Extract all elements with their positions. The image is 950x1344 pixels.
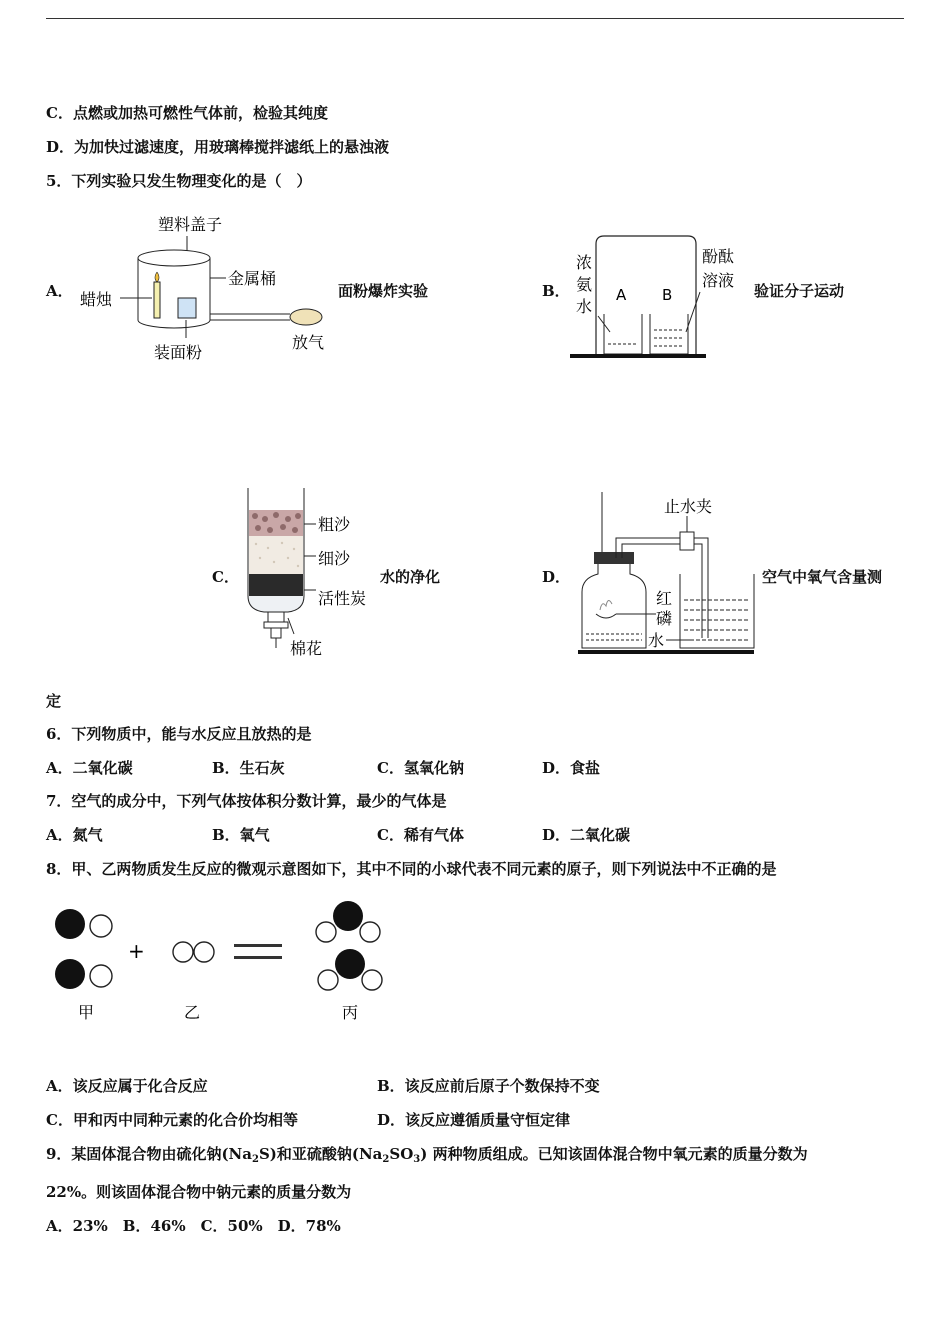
label-ammonia-2: 氨 bbox=[576, 275, 593, 294]
question-8: 8．甲、乙两物质发生反应的微观示意图如下，其中不同的小球代表不同元素的原子，则下列说法中不正确的是 bbox=[46, 860, 777, 878]
q9-sub-3: 3 bbox=[413, 1154, 421, 1165]
option-c-line: C．点燃或加热可燃性气体前，检验其纯度 bbox=[46, 104, 328, 122]
label-beaker-a: A bbox=[616, 286, 627, 304]
plus-sign: + bbox=[128, 939, 145, 963]
label-clamp: 止水夹 bbox=[664, 497, 713, 516]
q5-option-d-caption: 空气中氧气含量测 bbox=[762, 568, 883, 586]
question-9 bbox=[46, 1144, 808, 1170]
q8-option-a: A．该反应属于化合反应 bbox=[46, 1077, 208, 1095]
label-phenol-1: 酚酞 bbox=[702, 247, 735, 266]
label-ammonia-1: 浓 bbox=[576, 253, 593, 272]
q9-text-2: S)和亚硫酸钠(Na bbox=[258, 1145, 383, 1163]
option-d-line: D．为加快过滤速度，用玻璃棒搅拌滤纸上的悬浊液 bbox=[46, 138, 390, 156]
q6-option-b: B．生石灰 bbox=[212, 759, 285, 777]
label-lid: 塑料盖子 bbox=[158, 215, 223, 234]
q5-option-d-letter: D． bbox=[542, 568, 571, 586]
q7-option-d: D．二氧化碳 bbox=[542, 826, 631, 844]
q9-text-4: ) 两种物质组成。已知该固体混合物中氧元素的质量分数为 bbox=[420, 1145, 808, 1163]
water-filter-figure bbox=[238, 486, 378, 662]
label-fine-sand: 细沙 bbox=[318, 549, 351, 568]
molecule-motion-figure bbox=[570, 232, 750, 364]
q8-option-c: C．甲和丙中同种元素的化合价均相等 bbox=[46, 1111, 298, 1129]
label-phenol-2: 溶液 bbox=[702, 271, 735, 290]
q9-sub-2: 2 bbox=[382, 1154, 390, 1165]
q5-option-a-caption: 面粉爆炸实验 bbox=[338, 282, 429, 300]
q7-option-b: B．氧气 bbox=[212, 826, 270, 844]
q5-option-b-letter: B． bbox=[542, 282, 570, 300]
label-candle: 蜡烛 bbox=[80, 290, 113, 309]
label-powder: 装面粉 bbox=[154, 343, 203, 362]
label-beaker-b: B bbox=[662, 286, 673, 304]
question-7: 7．空气的成分中，下列气体按体积分数计算，最少的气体是 bbox=[46, 792, 447, 810]
label-activated-carbon: 活性炭 bbox=[318, 589, 367, 608]
label-cotton: 棉花 bbox=[290, 639, 323, 658]
label-phosphorus-2: 磷 bbox=[656, 609, 673, 628]
label-bing: 丙 bbox=[342, 1003, 359, 1022]
q9-sub-1: 2 bbox=[251, 1154, 259, 1165]
oxygen-content-figure bbox=[572, 488, 758, 660]
q8-option-d: D．该反应遵循质量守恒定律 bbox=[377, 1111, 571, 1129]
q9-options: A．23% B．46% C．50% D．78% bbox=[46, 1217, 341, 1235]
label-blow: 放气 bbox=[292, 333, 325, 352]
q6-option-a: A．二氧化碳 bbox=[46, 759, 133, 777]
q5-option-b-caption: 验证分子运动 bbox=[754, 282, 845, 300]
q6-option-d: D．食盐 bbox=[542, 759, 601, 777]
q8-option-b: B．该反应前后原子个数保持不变 bbox=[377, 1077, 600, 1095]
header-rule bbox=[46, 18, 904, 19]
label-jia: 甲 bbox=[78, 1003, 95, 1022]
reaction-diagram bbox=[46, 894, 396, 1030]
label-coarse-sand: 粗沙 bbox=[318, 515, 351, 534]
q5-option-c-letter: C． bbox=[212, 568, 239, 586]
label-yi: 乙 bbox=[184, 1003, 201, 1022]
flour-explosion-figure bbox=[74, 210, 344, 370]
q7-option-c: C．稀有气体 bbox=[377, 826, 464, 844]
question-5: 5．下列实验只发生物理变化的是（ ） bbox=[46, 172, 312, 190]
q5-caption-continuation: 定 bbox=[46, 692, 62, 710]
question-9-line-2: 22%。则该固体混合物中钠元素的质量分数为 bbox=[46, 1183, 352, 1201]
label-can: 金属桶 bbox=[228, 269, 277, 288]
q6-option-c: C．氢氧化钠 bbox=[377, 759, 464, 777]
q7-option-a: A．氮气 bbox=[46, 826, 103, 844]
q5-option-c-caption: 水的净化 bbox=[380, 568, 441, 586]
question-6: 6．下列物质中，能与水反应且放热的是 bbox=[46, 725, 312, 743]
label-ammonia-3: 水 bbox=[576, 297, 593, 316]
label-phosphorus-1: 红 bbox=[656, 589, 673, 608]
label-water: 水 bbox=[648, 631, 665, 650]
q5-option-a-letter: A． bbox=[46, 282, 73, 300]
q9-text-1: 9．某固体混合物由硫化钠(Na bbox=[46, 1145, 252, 1163]
q9-text-3: SO bbox=[389, 1145, 414, 1163]
